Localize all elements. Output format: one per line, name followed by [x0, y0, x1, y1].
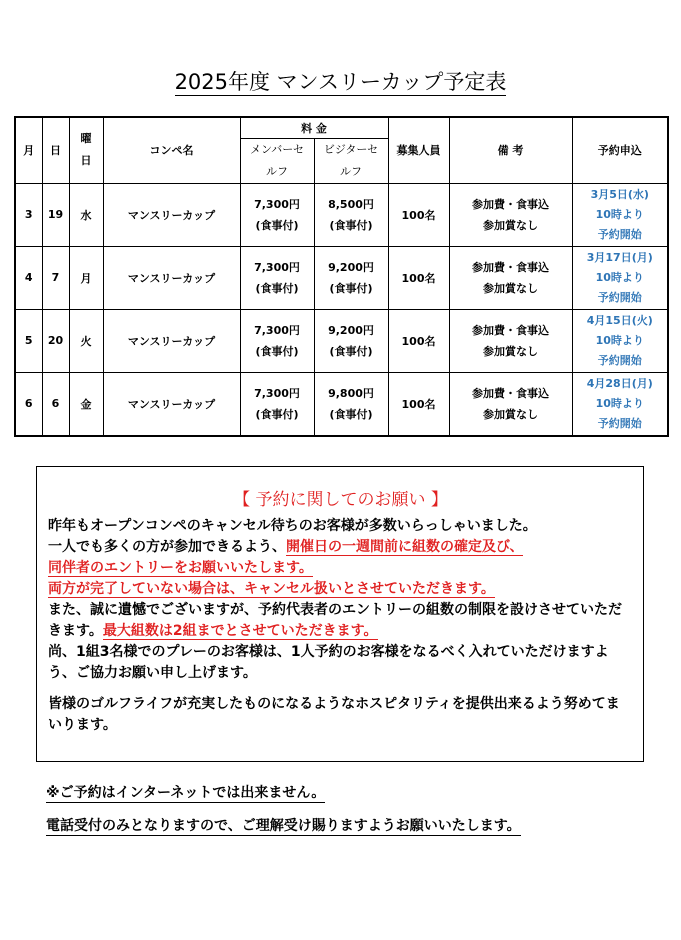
header-member: メンバーセルフ: [240, 138, 314, 183]
cell-capacity: 100名: [388, 183, 449, 246]
header-visitor: ビジターセルフ: [314, 138, 388, 183]
cell-reservation: 4月28日(月) 10時より 予約開始: [572, 372, 668, 436]
header-month: 月: [15, 117, 42, 183]
cell-day: 20: [42, 309, 69, 372]
cell-month: 4: [15, 246, 42, 309]
cell-weekday: 火: [69, 309, 103, 372]
notice-emphasis: 開催日の一週間前に組数の確定及び、: [286, 539, 524, 555]
header-day: 日: [42, 117, 69, 183]
cell-capacity: 100名: [388, 309, 449, 372]
notice-text: 一人でも多くの方が参加できるよう、開催日の一週間前に組数の確定及び、: [48, 539, 524, 555]
footer-note: 電話受付のみとなりますので、ご理解受け賜りますようお願いいたします。: [46, 818, 521, 834]
table-row: [15, 183, 668, 246]
cell-visitor-fee: 8,500円 (食事付): [314, 183, 388, 246]
cell-remarks: 参加費・食事込 参加賞なし: [449, 183, 572, 246]
notice-title: 【 予約に関してのお願い 】: [233, 490, 448, 510]
notice-emphasis: 最大組数は2組までとさせていただきます。: [102, 623, 378, 639]
page-title: 2025年度 マンスリーカップ予定表: [174, 70, 507, 94]
cell-capacity: 100名: [388, 372, 449, 436]
notice-emphasis: 同伴者のエントリーをお願いいたします。: [48, 560, 313, 576]
table-row: [15, 372, 668, 436]
table-row: [15, 309, 668, 372]
cell-member-fee: 7,300円 (食事付): [240, 309, 314, 372]
header-reservation: 予約申込: [572, 117, 668, 183]
cell-comp-name: マンスリーカップ: [103, 309, 240, 372]
footer-note: ※ご予約はインターネットでは出来ません。: [46, 785, 326, 801]
cell-visitor-fee: 9,200円 (食事付): [314, 246, 388, 309]
notice-text: 皆様のゴルフライフが充実したものになるようなホスピタリティを提供出来るよう努めてまいります。: [48, 696, 620, 733]
header-remarks: 備 考: [449, 117, 572, 183]
cell-day: 7: [42, 246, 69, 309]
schedule-table: [14, 116, 669, 437]
header-fee: 料 金: [240, 117, 388, 138]
cell-comp-name: マンスリーカップ: [103, 372, 240, 436]
cell-day: 6: [42, 372, 69, 436]
notice-text: [48, 558, 633, 579]
notice-text: 昨年もオープンコンペのキャンセル待ちのお客様が多数いらっしゃいました。: [48, 518, 537, 534]
cell-reservation: 3月17日(月) 10時より 予約開始: [572, 246, 668, 309]
cell-visitor-fee: 9,800円 (食事付): [314, 372, 388, 436]
header-comp-name: コンペ名: [103, 117, 240, 183]
notice-text: [48, 579, 633, 600]
table-header-row: [15, 117, 668, 138]
notice-emphasis: 両方が完了していない場合は、キャンセル扱いとさせていただきます。: [48, 581, 495, 597]
cell-member-fee: 7,300円 (食事付): [240, 246, 314, 309]
cell-remarks: 参加費・食事込 参加賞なし: [449, 309, 572, 372]
cell-weekday: 水: [69, 183, 103, 246]
cell-weekday: 金: [69, 372, 103, 436]
cell-reservation: 4月15日(火) 10時より 予約開始: [572, 309, 668, 372]
cell-day: 19: [42, 183, 69, 246]
cell-comp-name: マンスリーカップ: [103, 246, 240, 309]
cell-remarks: 参加費・食事込 参加賞なし: [449, 246, 572, 309]
cell-capacity: 100名: [388, 246, 449, 309]
notice-text: また、誠に遺憾でございますが、予約代表者のエントリーの組数の制限を設けさせていただきます。最大組数は2組までとさせていただきます。: [48, 602, 622, 639]
cell-member-fee: 7,300円 (食事付): [240, 372, 314, 436]
cell-reservation: 3月5日(水) 10時より 予約開始: [572, 183, 668, 246]
notice-text: 尚、1組3名様でのプレーのお客様は、1人予約のお客様をなるべく入れていただけますよう、ご協力お願い申し上げます。: [48, 644, 609, 681]
cell-month: 6: [15, 372, 42, 436]
cell-member-fee: 7,300円 (食事付): [240, 183, 314, 246]
reservation-notice-box: [36, 466, 644, 762]
cell-weekday: 月: [69, 246, 103, 309]
cell-comp-name: マンスリーカップ: [103, 183, 240, 246]
cell-month: 5: [15, 309, 42, 372]
header-capacity: 募集人員: [388, 117, 449, 183]
cell-visitor-fee: 9,200円 (食事付): [314, 309, 388, 372]
cell-month: 3: [15, 183, 42, 246]
cell-remarks: 参加費・食事込 参加賞なし: [449, 372, 572, 436]
table-row: [15, 246, 668, 309]
header-weekday: 曜日: [69, 117, 103, 183]
